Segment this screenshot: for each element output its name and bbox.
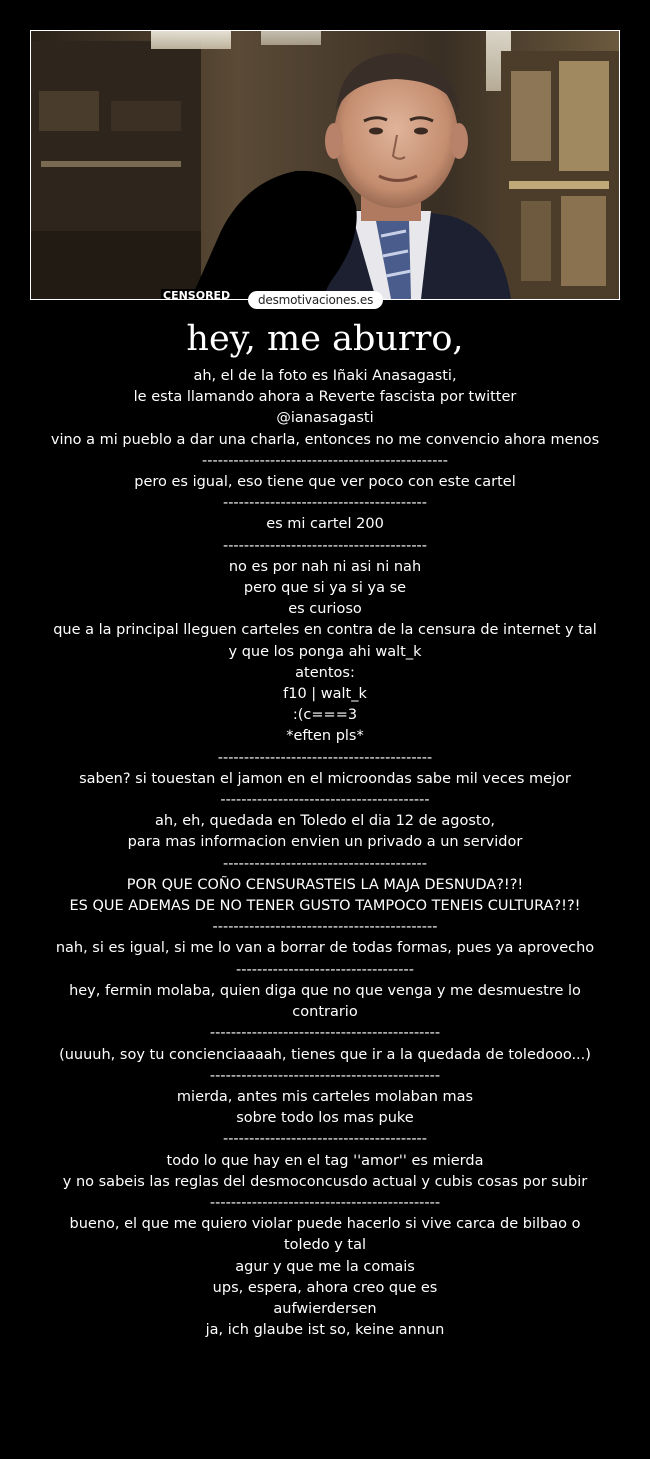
body-line: -------------------------------------------- [209,1025,441,1042]
body-line: aufwierdersen [273,1300,377,1317]
body-line: pero es igual, eso tiene que ver poco con este cartel [134,474,516,491]
body-line: agur y que me la comais [235,1258,415,1275]
body-line: ES QUE ADEMAS DE NO TENER GUSTO TAMPOCO TENEIS CULTURA?!?! [69,898,581,915]
body-line: todo lo que hay en el tag ''amor'' es mierda [166,1152,484,1169]
body-line: ------------------------------------------- [212,919,438,936]
body-line: le esta llamando ahora a Reverte fascista por twitter [133,389,517,406]
body-line: bueno, el que me quiero violar puede hacerlo si vive carca de bilbao o toledo y tal [69,1216,586,1254]
body-line: nah, si es igual, si me lo van a borrar de todas formas, pues ya aprovecho [55,940,595,957]
body-line: -------------------------------------------- [209,1067,441,1084]
body-line: vino a mi pueblo a dar una charla, entonces no me convencio ahora menos [50,431,600,448]
body-line: ups, espera, ahora creo que es [212,1279,438,1296]
poster-image [30,30,620,300]
body-line: --------------------------------------- [222,495,428,512]
body-line: ----------------------------------------- [217,749,433,766]
poster-title: hey, me aburro, [186,319,464,359]
body-line: y no sabeis las reglas del desmoconcusdo actual y cubis cosas por subir [62,1173,588,1190]
body-line: *eften pls* [286,728,364,745]
site-watermark-tag[interactable]: desmotivaciones.es [248,291,383,309]
body-line: f10 | walt_k [283,686,367,703]
body-line: es curioso [288,601,362,618]
body-line: --------------------------------------- [222,537,428,554]
body-line: :(c===3 [292,707,358,724]
body-line: mierda, antes mis carteles molaban mas [176,1088,474,1105]
body-line: atentos: [295,664,355,681]
body-line: saben? si touestan el jamon en el microondas sabe mil veces mejor [79,770,571,787]
body-line: ah, el de la foto es Iñaki Anasagasti, [193,368,457,384]
body-line: ah, eh, quedada en Toledo el dia 12 de agosto, [154,813,496,830]
body-line: y que los ponga ahi walt_k [228,643,422,660]
body-line: que a la principal lleguen carteles en contra de la censura de internet y tal [53,622,597,639]
body-line: es mi cartel 200 [266,516,384,533]
body-line: (uuuuh, soy tu concienciaaaah, tienes que ir a la quedada de toledooo...) [59,1046,591,1063]
body-line: ----------------------------------------------- [202,452,448,469]
body-line: sobre todo los mas puke [236,1110,414,1127]
body-line: ---------------------------------- [236,961,414,978]
body-line: ---------------------------------------- [220,792,430,809]
body-line: no es por nah ni asi ni nah [228,558,422,575]
censored-label: CENSORED [163,289,231,299]
body-line: hey, fermin molaba, quien diga que no que venga y me desmuestre lo contrario [69,982,586,1021]
photo-illustration [31,31,619,299]
body-line: --------------------------------------- [222,1131,428,1148]
body-line: para mas informacion envien un privado a un servidor [127,834,523,851]
poster-body-text [50,366,600,1341]
body-line: --------------------------------------- [222,855,428,872]
body-line: @ianasagasti [276,410,374,427]
body-line: ja, ich glaube ist so, keine annun [205,1322,445,1339]
body-line: -------------------------------------------- [209,1194,441,1211]
body-line: POR QUE COÑO CENSURASTEIS LA MAJA DESNUDA?!?! [126,876,524,893]
body-line: pero que si ya si ya se [243,580,407,597]
